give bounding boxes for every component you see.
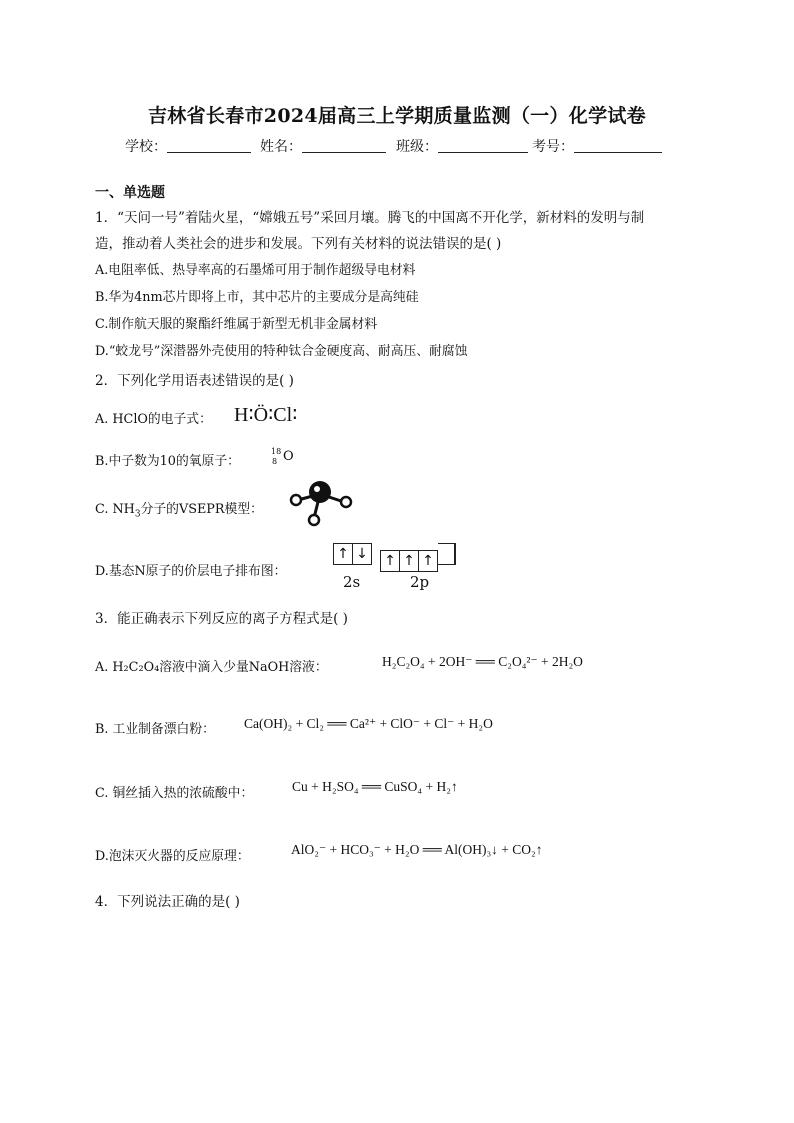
q2-stem: 2．下列化学用语表述错误的是( ) [95, 373, 294, 389]
q2-option-b: B.中子数为10的氧原子： [95, 454, 240, 469]
info-school [125, 136, 251, 156]
oxygen-isotope [271, 447, 301, 471]
q1-stem-line2: 造，推动着人类社会的进步和发展。下列有关材料的说法错误的是( ) [95, 236, 502, 252]
q1-option-c: C.制作航天服的聚酯纤维属于新型无机非金属材料 [95, 317, 378, 332]
isotope-symbol: O [283, 449, 294, 464]
info-class [396, 136, 528, 156]
q1-option-d: D.“蛟龙号”深潜器外壳使用的特种钛合金硬度高、耐高压、耐腐蚀 [95, 344, 468, 359]
vsepr-model-image [284, 480, 356, 528]
info-number [532, 136, 662, 156]
orbital-2s-up: ↑ [333, 543, 353, 565]
section-heading: 一、单选题 [95, 185, 165, 201]
label-2p: 2p [410, 573, 430, 591]
q2-option-c [95, 498, 263, 520]
q2-option-d: D.基态N原子的价层电子排布图： [95, 564, 287, 579]
school-blank[interactable] [167, 138, 251, 153]
info-name [260, 136, 386, 156]
q3-equation-d: AlO₂⁻ + HCO₃⁻ + H₂O ══ Al(OH)₃↓ + CO₂↑ [291, 842, 543, 857]
q3-option-b: B. 工业制备漂白粉： [95, 722, 215, 737]
orbital-2s-box [333, 543, 372, 565]
orbital-2p-1: ↑ [380, 550, 400, 572]
label-2s: 2s [343, 573, 361, 591]
q4-stem: 4．下列说法正确的是( ) [95, 894, 240, 910]
class-blank[interactable] [438, 138, 528, 153]
q3-option-a: A. H₂C₂O₄溶液中滴入少量NaOH溶液： [95, 660, 328, 675]
school-label: 学校： [125, 139, 167, 155]
q3-equation-a: H₂C₂O₄ + 2OH⁻ ══ C₂O₄²⁻ + 2H₂O [382, 654, 583, 669]
q1-option-a: A.电阻率低、热导率高的石墨烯可用于制作超级导电材料 [95, 263, 416, 278]
orbital-2p-end [438, 543, 456, 565]
orbital-2p-3: ↑ [419, 550, 438, 572]
q1-option-b: B.华为4nm芯片即将上市，其中芯片的主要成分是高纯硅 [95, 290, 419, 305]
orbital-2s-down: ↓ [353, 543, 372, 565]
number-label: 考号： [532, 139, 574, 155]
q3-option-d: D.泡沫灭火器的反应原理： [95, 849, 250, 864]
name-label: 姓名： [260, 139, 302, 155]
isotope-mass-number: 18 [271, 447, 282, 456]
isotope-atomic-number: 8 [272, 457, 278, 466]
c-subscript: 3 [134, 509, 141, 520]
orbital-2p-box [380, 543, 456, 572]
c-prefix: C. NH [95, 502, 135, 517]
q1-stem-line1: 1．“天问一号”着陆火星，“嫦娥五号”采回月壤。腾飞的中国离不开化学，新材料的发明与制 [95, 210, 645, 226]
q3-equation-b: Ca(OH)₂ + Cl₂ ══ Ca²⁺ + ClO⁻ + Cl⁻ + H₂O [244, 716, 493, 731]
number-blank[interactable] [574, 138, 662, 153]
c-suffix: 分子的VSEPR模型： [140, 502, 263, 517]
class-label: 班级： [396, 139, 438, 155]
q3-stem: 3．能正确表示下列反应的离子方程式是( ) [95, 611, 348, 627]
page-title: 吉林省长春市2024届高三上学期质量监测（一）化学试卷 [148, 105, 646, 127]
orbital-2p-2: ↑ [400, 550, 419, 572]
hclo-electron-formula: H∶Ö∶Cl∶ [234, 404, 298, 426]
q2-option-a: A. HClO的电子式： [95, 412, 212, 427]
name-blank[interactable] [302, 138, 386, 153]
q3-equation-c: Cu + H₂SO₄ ══ CuSO₄ + H₂↑ [292, 779, 458, 794]
q3-option-c: C. 铜丝插入热的浓硫酸中： [95, 786, 254, 801]
